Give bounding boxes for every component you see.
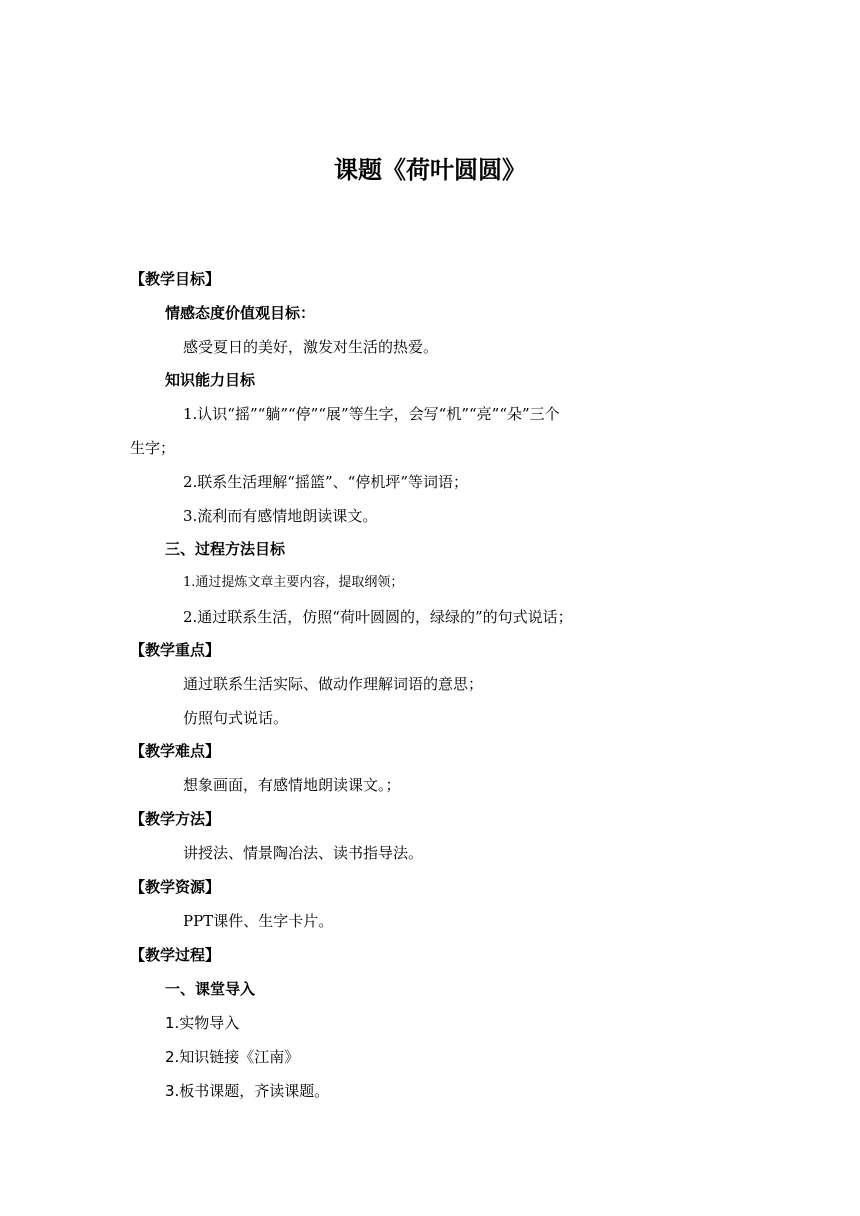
emotion-goal-heading: 情感态度价值观目标： <box>165 304 316 322</box>
procedure-step-1: 1.实物导入 <box>165 1014 240 1032</box>
procedure-step-3: 3.板书课题，齐读课题。 <box>165 1082 330 1100</box>
emotion-goal-text: 感受夏日的美好，激发对生活的热爱。 <box>183 338 439 356</box>
section-heading-goals: 【教学目标】 <box>130 270 221 288</box>
knowledge-goal-1-line1: 1.认识“摇”“躺”“停”“展”等生字，会写“机”“亮”“朵”三个 <box>183 405 560 423</box>
section-heading-difficulties: 【教学难点】 <box>130 742 221 760</box>
method-1: 讲授法、情景陶冶法、读书指导法。 <box>183 844 424 862</box>
section-heading-key-points: 【教学重点】 <box>130 641 221 659</box>
knowledge-goal-2: 2.联系生活理解“摇篮”、“停机坪”等词语； <box>183 473 468 491</box>
resource-1: PPT课件、生字卡片。 <box>183 912 334 930</box>
knowledge-goal-heading: 知识能力目标 <box>165 371 256 389</box>
section-heading-procedure: 【教学过程】 <box>130 946 221 964</box>
procedure-step-heading: 一、课堂导入 <box>165 980 256 998</box>
difficulty-1: 想象画面，有感情地朗读课文。； <box>183 776 401 794</box>
section-heading-resources: 【教学资源】 <box>130 878 221 896</box>
section-heading-methods: 【教学方法】 <box>130 810 221 828</box>
process-goal-2: 2.通过联系生活，仿照“荷叶圆圆的，绿绿的”的句式说话； <box>183 608 573 626</box>
key-point-1: 通过联系生活实际、做动作理解词语的意思； <box>183 675 484 693</box>
key-point-2: 仿照句式说话。 <box>183 709 289 727</box>
process-goal-1: 1.通过提炼文章主要内容，提取纲领； <box>183 575 404 590</box>
procedure-step-2: 2.知识链接《江南》 <box>165 1048 300 1066</box>
document-title: 课题《荷叶圆圆》 <box>334 156 526 184</box>
knowledge-goal-1-line2: 生字； <box>130 439 176 457</box>
process-goal-heading: 三、过程方法目标 <box>165 540 286 558</box>
knowledge-goal-3: 3.流利而有感情地朗读课文。 <box>183 507 378 525</box>
